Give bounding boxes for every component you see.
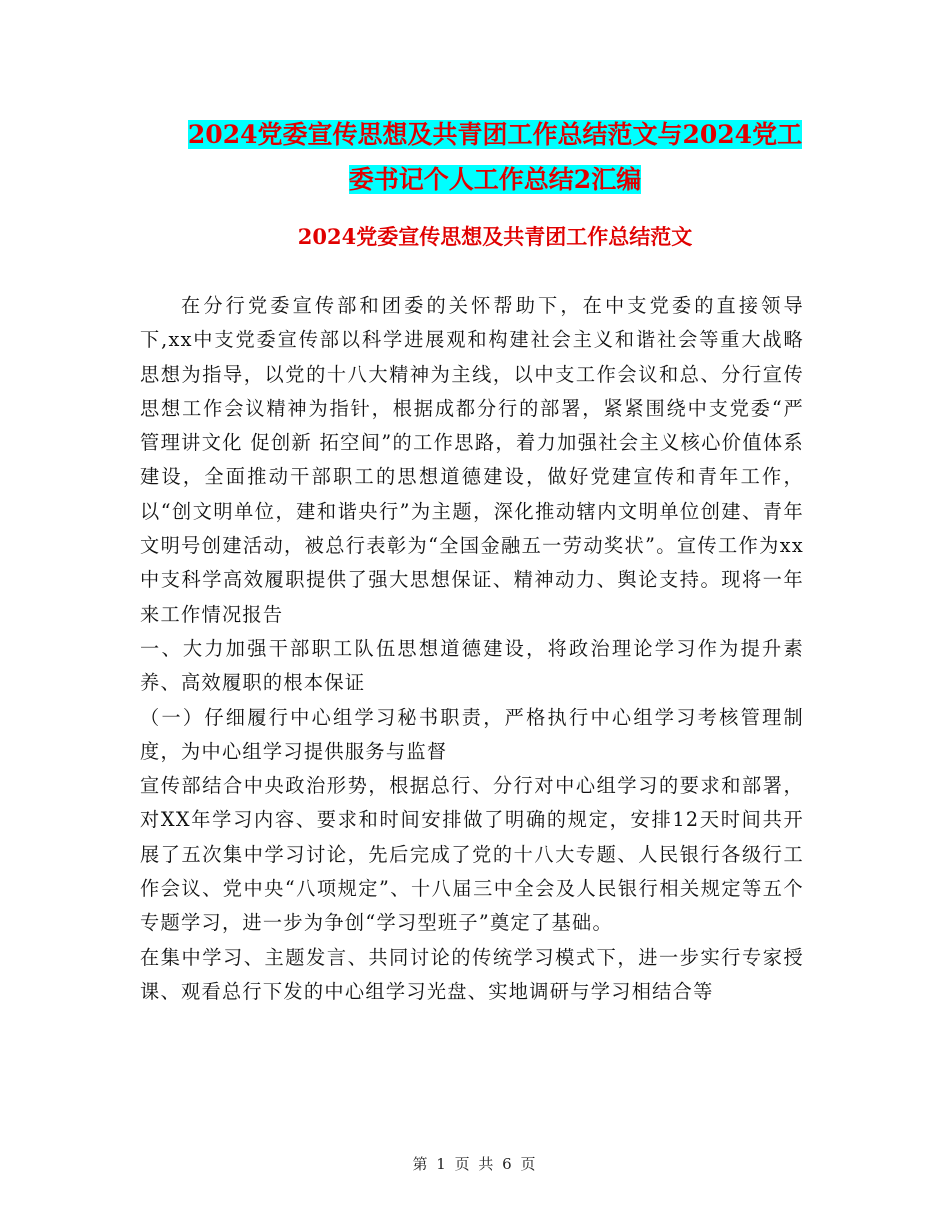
paragraph-subheading-1: （一）仔细履行中心组学习秘书职责，严格执行中心组学习考核管理制度，为中心组学习提供服务与监督 bbox=[140, 705, 804, 763]
paragraph-body-2: 在集中学习、主题发言、共同讨论的传统学习模式下，进一步实行专家授课、观看总行下发的中心组学习光盘、实地调研与学习相结合等 bbox=[140, 945, 804, 1003]
document-title-line-2: 委书记个人工作总结2汇编 bbox=[348, 165, 642, 194]
document-title bbox=[140, 112, 850, 202]
paragraph-heading-1: 一、大力加强干部职工队伍思想道德建设，将政治理论学习作为提升素养、高效履职的根本保证 bbox=[140, 636, 804, 695]
page-footer: 第 1 页 共 6 页 bbox=[412, 1155, 538, 1173]
document-body bbox=[140, 289, 804, 1009]
document-title-line-1: 2024党委宣传思想及共青团工作总结范文与2024党工 bbox=[187, 120, 803, 149]
section-title: 2024党委宣传思想及共青团工作总结范文 bbox=[297, 224, 693, 249]
paragraph-intro: 在分行党委宣传部和团委的关怀帮助下，在中支党委的直接领导下,xx中支党委宣传部以科学进展观和构建社会主义和谐社会等重大战略思想为指导，以党的十八大精神为主线，以中支工作会议和总、分行宣传思想工作会议精神为指针，根据成都分行的部署，紧紧围绕中支党委“严管理讲文化 促创新 拓空间”的工作思路，着力加强社会主义核心价值体系建设，全面推动干部职工的思想道德建设，做好党建宣传和青年工作，以“创文明单位，建和谐央行”为主题，深化推动辖内文明单位创建、青年文明号创建活动，被总行表彰为“全国金融五一劳动奖状”。宣传工作为xx中支科学高效履职提供了强大思想保证、精神动力、舆论支持。现将一年来工作情况报告 bbox=[140, 294, 804, 626]
paragraph-body-1: 宣传部结合中央政治形势，根据总行、分行对中心组学习的要求和部署，对XX年学习内容、要求和时间安排做了明确的规定，安排12天时间共开展了五次集中学习讨论，先后完成了党的十八大专题、人民银行各级行工作会议、党中央“八项规定”、十八届三中全会及人民银行相关规定等五个专题学习，进一步为争创“学习型班子”奠定了基础。 bbox=[140, 774, 804, 935]
